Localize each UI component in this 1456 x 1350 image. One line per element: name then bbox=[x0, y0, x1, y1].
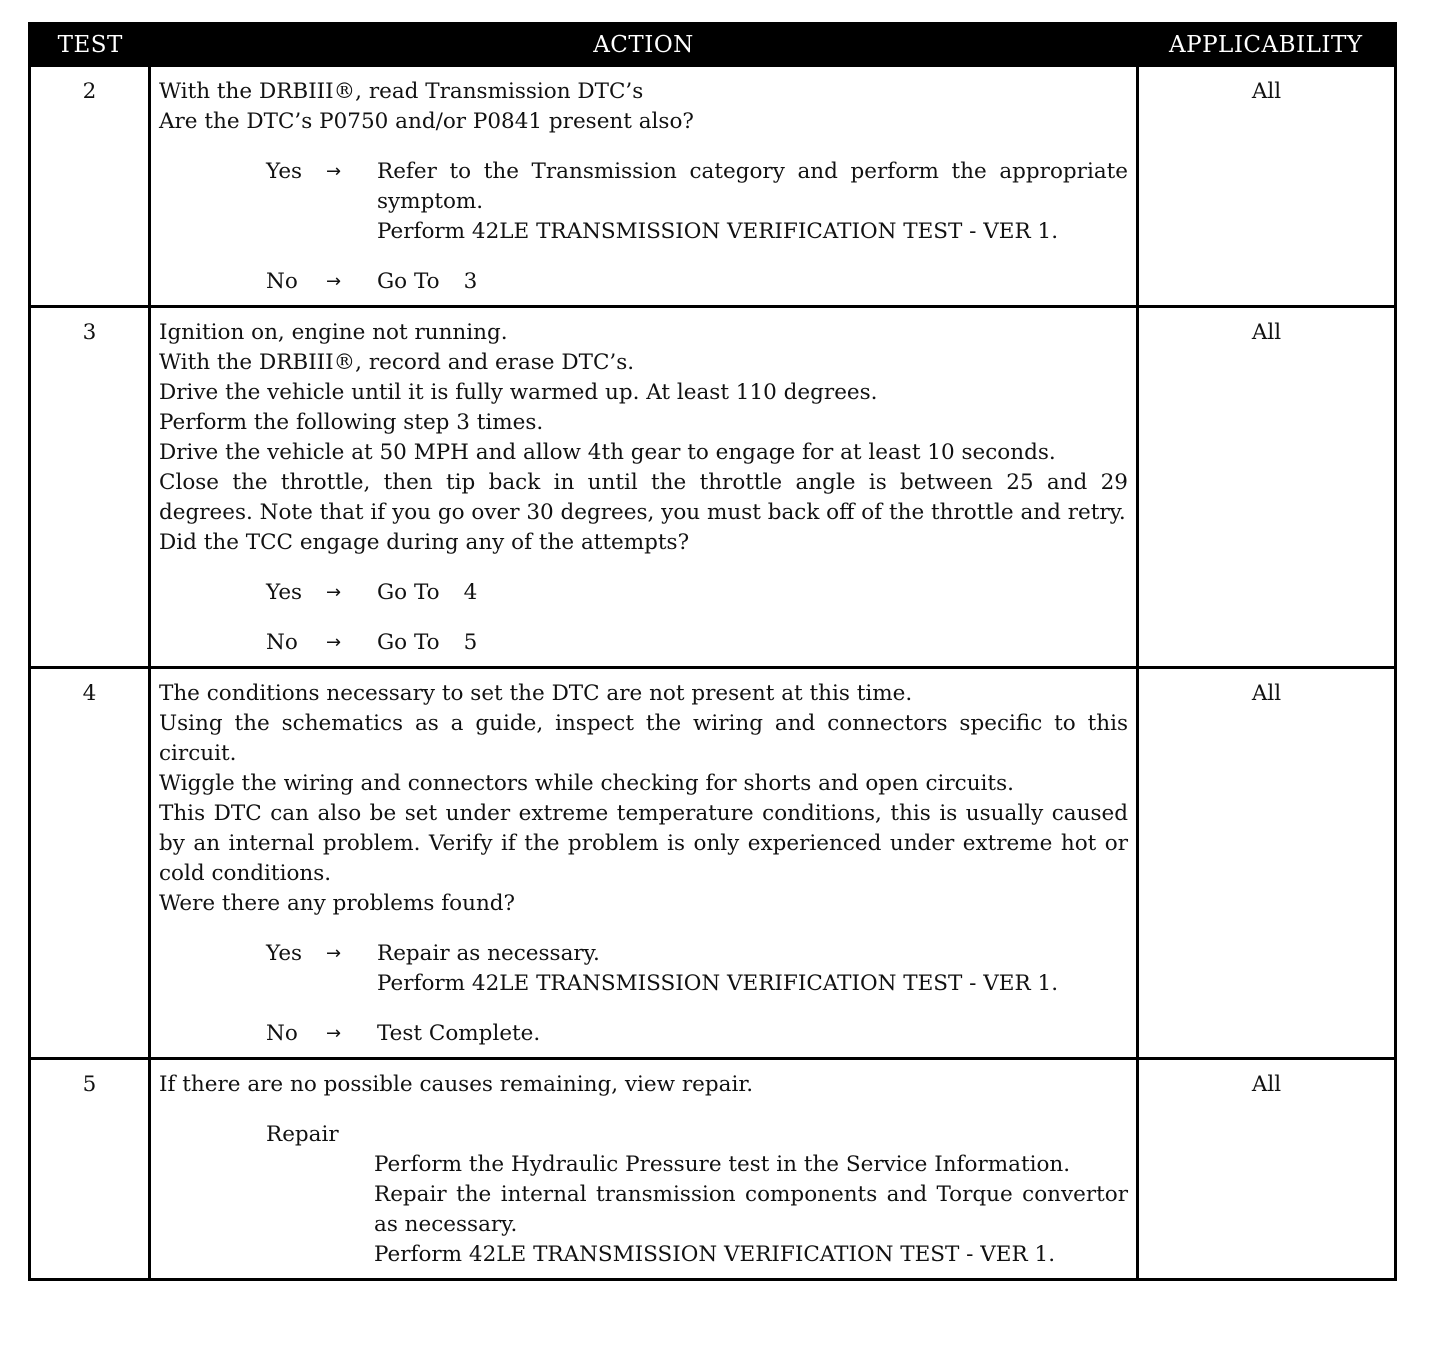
goto-number: 3 bbox=[463, 269, 478, 294]
goto-text: Go To bbox=[377, 580, 440, 605]
no-label: No bbox=[266, 630, 298, 655]
right-arrow-icon: → bbox=[326, 632, 342, 653]
repair-line: Repair the internal transmission components and Torque convertor as necessary. bbox=[374, 1182, 1128, 1237]
repair-body bbox=[374, 1150, 1128, 1270]
applicability-value: All bbox=[1138, 1059, 1396, 1280]
answers bbox=[159, 157, 1128, 297]
action-line: Are the DTC’s P0750 and/or P0841 present also? bbox=[159, 109, 694, 134]
test-number: 3 bbox=[30, 307, 150, 668]
test-number: 5 bbox=[30, 1059, 150, 1280]
diagnostic-test-sheet bbox=[28, 22, 1394, 1281]
action-line: Perform the following step 3 times. bbox=[159, 410, 544, 435]
yes-line: Perform 42LE TRANSMISSION VERIFICATION TEST - VER 1. bbox=[377, 219, 1059, 244]
answers bbox=[159, 578, 1128, 658]
action-line: Were there any problems found? bbox=[159, 891, 516, 916]
repair-line: Perform the Hydraulic Pressure test in the Service Information. bbox=[374, 1152, 1071, 1177]
repair-line: Perform 42LE TRANSMISSION VERIFICATION TEST - VER 1. bbox=[374, 1242, 1056, 1267]
yes-line: Repair as necessary. bbox=[377, 941, 600, 966]
applicability-value: All bbox=[1138, 66, 1396, 307]
table-row bbox=[30, 668, 1396, 1059]
yes-label: Yes bbox=[266, 941, 303, 966]
no-body bbox=[377, 628, 1128, 658]
action-cell bbox=[150, 307, 1138, 668]
yes-body bbox=[377, 578, 1128, 608]
goto-text: Go To bbox=[377, 269, 440, 294]
yes-answer bbox=[159, 939, 1128, 999]
yes-answer bbox=[159, 578, 1128, 608]
action-line: The conditions necessary to set the DTC are not present at this time. bbox=[159, 681, 913, 706]
no-label: No bbox=[266, 269, 298, 294]
goto-number: 4 bbox=[463, 580, 478, 605]
action-line: Close the throttle, then tip back in until the throttle angle is between 25 and 29 degrees. Note that if you go over 30 degrees, you must back off of the throttle and retry. bbox=[159, 470, 1128, 525]
test-number: 2 bbox=[30, 66, 150, 307]
action-line: This DTC can also be set under extreme temperature conditions, this is usually caused by an internal problem. Verify if the problem is only experienced under extreme hot or cold conditions. bbox=[159, 801, 1128, 886]
right-arrow-icon: → bbox=[326, 161, 342, 182]
table-header-row bbox=[30, 24, 1396, 67]
right-arrow-icon: → bbox=[326, 582, 342, 603]
yes-body bbox=[377, 157, 1128, 247]
answers bbox=[159, 939, 1128, 1049]
header-action: ACTION bbox=[150, 24, 1138, 67]
action-line: Wiggle the wiring and connectors while checking for shorts and open circuits. bbox=[159, 771, 1014, 796]
right-arrow-icon: → bbox=[326, 943, 342, 964]
yes-answer bbox=[159, 157, 1128, 247]
action-cell bbox=[150, 668, 1138, 1059]
action-line: Did the TCC engage during any of the attempts? bbox=[159, 530, 690, 555]
action-line: If there are no possible causes remaining, view repair. bbox=[159, 1072, 754, 1097]
goto-number: 5 bbox=[463, 630, 478, 655]
right-arrow-icon: → bbox=[326, 1023, 342, 1044]
test-number: 4 bbox=[30, 668, 150, 1059]
action-cell bbox=[150, 66, 1138, 307]
yes-line: Perform 42LE TRANSMISSION VERIFICATION TEST - VER 1. bbox=[377, 971, 1059, 996]
action-line: Drive the vehicle until it is fully warmed up. At least 110 degrees. bbox=[159, 380, 878, 405]
header-applicability: APPLICABILITY bbox=[1138, 24, 1396, 67]
no-label: No bbox=[266, 1021, 298, 1046]
no-answer bbox=[159, 267, 1128, 297]
no-answer bbox=[159, 628, 1128, 658]
action-line: With the DRBIII®, record and erase DTC’s. bbox=[159, 350, 635, 375]
table-row bbox=[30, 1059, 1396, 1280]
action-line: Ignition on, engine not running. bbox=[159, 320, 508, 345]
diagnostic-table bbox=[28, 22, 1397, 1281]
header-test: TEST bbox=[30, 24, 150, 67]
table-row bbox=[30, 307, 1396, 668]
applicability-value: All bbox=[1138, 307, 1396, 668]
yes-line: Refer to the Transmission category and perform the appropriate symptom. bbox=[377, 159, 1128, 214]
action-line: Using the schematics as a guide, inspect the wiring and connectors specific to this circuit. bbox=[159, 711, 1128, 766]
action-cell bbox=[150, 1059, 1138, 1280]
applicability-value: All bbox=[1138, 668, 1396, 1059]
no-body: Test Complete. bbox=[377, 1021, 541, 1046]
yes-label: Yes bbox=[266, 159, 303, 184]
yes-body bbox=[377, 939, 1128, 999]
action-line: Drive the vehicle at 50 MPH and allow 4th gear to engage for at least 10 seconds. bbox=[159, 440, 1056, 465]
repair-label: Repair bbox=[266, 1122, 339, 1147]
yes-label: Yes bbox=[266, 580, 303, 605]
table-row bbox=[30, 66, 1396, 307]
action-line: With the DRBIII®, read Transmission DTC’s bbox=[159, 79, 644, 104]
no-answer bbox=[159, 1019, 1128, 1049]
goto-text: Go To bbox=[377, 630, 440, 655]
no-body bbox=[377, 267, 1128, 297]
right-arrow-icon: → bbox=[326, 271, 342, 292]
